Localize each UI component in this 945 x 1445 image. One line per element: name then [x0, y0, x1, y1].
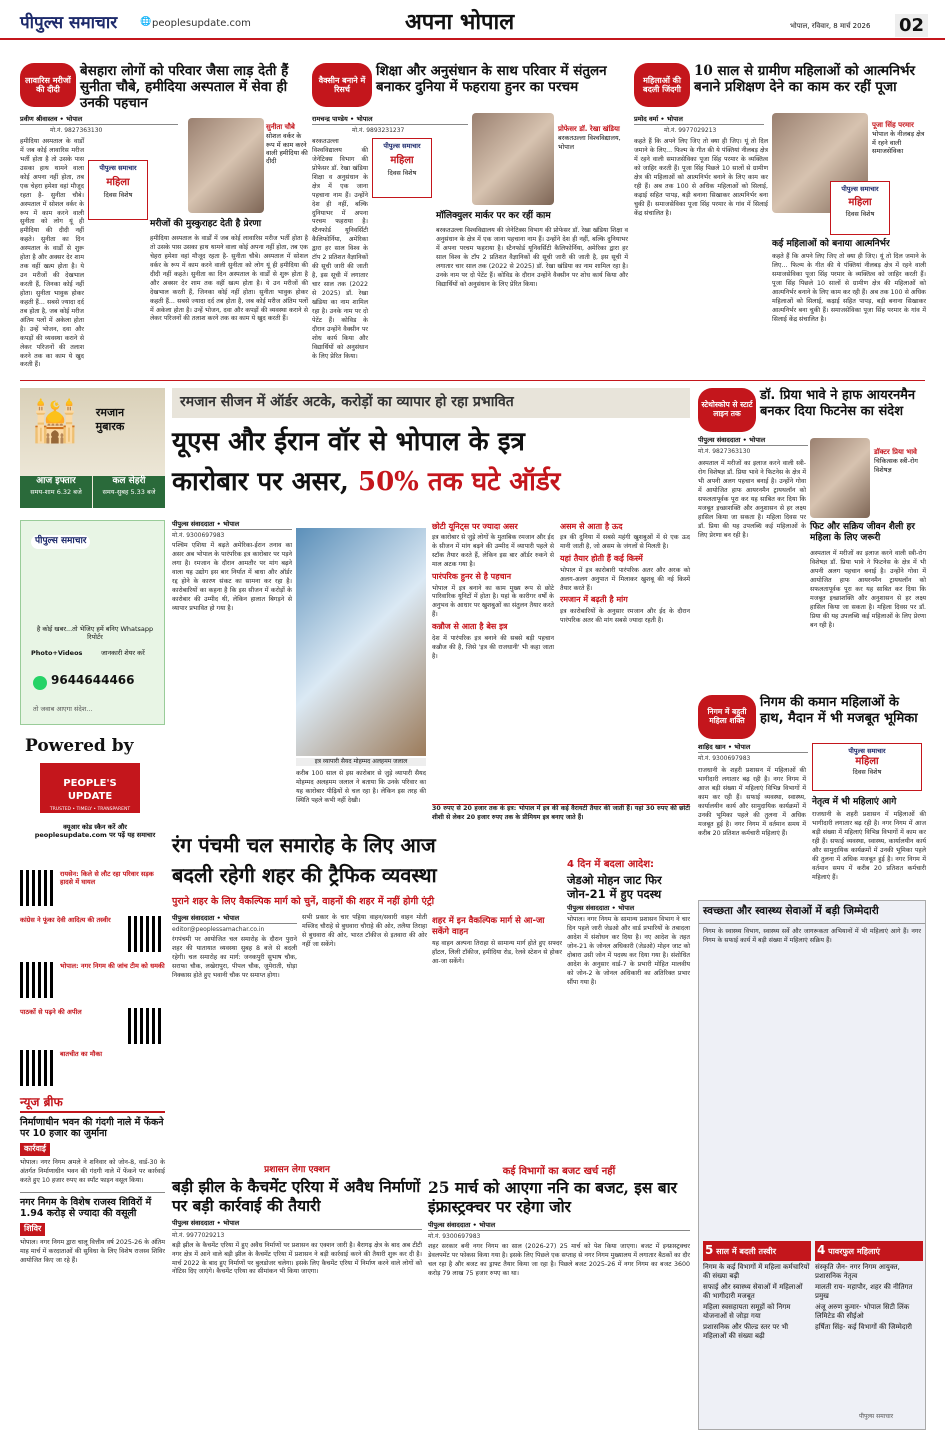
qr-code-icon[interactable]	[128, 916, 164, 952]
mahila-badge	[88, 160, 148, 220]
list-four	[815, 1241, 923, 1334]
traffic-headline-2: बदली रहेगी शहर की ट्रैफिक व्यवस्था	[172, 863, 437, 887]
whatsapp-icon	[33, 676, 47, 690]
qr-code-icon[interactable]	[20, 1050, 56, 1086]
section-title	[405, 8, 514, 37]
sehri-time: समय-सुबह 5.33 बजे	[102, 487, 156, 496]
masthead-logo: पीपुल्स समाचार	[20, 13, 118, 33]
zone-headline: जेडओ मोहन जाट फिर जोन-21 में हुए पदस्थ	[567, 873, 662, 902]
ramzan-title: रमजान मुबारक	[95, 406, 125, 434]
lead-mobile: मो.नं. 9300697983	[172, 532, 225, 540]
traffic-alt-route: शहर में इन वैकल्पिक मार्ग से आ-जा सकेंगे वाहन	[432, 916, 545, 938]
budget-headline: 25 मार्च को आएगा ननि का बजट, इस बार इंफ्रास्ट्रक्चर पर रहेगा जोर	[428, 1178, 677, 1217]
list-item: सफाई और स्वास्थ्य सेवाओं में महिलाओं की भागीदारी मजबूत	[703, 1282, 803, 1300]
story-text: बरकतउल्ला विश्वविद्यालय की जेनेटिक्स विभाग की प्रोफेसर डॉ. रेखा खंडिया शिक्षा व अनुसंधान के क्षेत्र में एक जाना पहचाना नाम हैं। उन्होंने देश ही नहीं, बल्कि दुनियाभर में अपना परचम फहराया है। स्टैनफोर्ड यूनिवर्सिटी कैलिफोर्निया, अमेरिका द्वारा हर साल विश्व के टॉप 2 प्रतिशत वैज्ञानिकों की सूची जारी की जाती है, इस सूची में लगातार चार साल तक (2022 से 2025) डॉ. रेखा खंडिया का नाम शामिल रहा है। उनके नाम पर दो पेटेंट हैं। कोविड के दौरान उन्होंने वैक्सीन पर शोध कार्य किया और विद्यार्थियों को अनुसंधान के लिए प्रेरित किया।	[312, 138, 368, 360]
lead-subhead-5: यहां तैयार होती हैं कई किस्में	[560, 554, 643, 564]
mahila-badge-subtitle: दिवस विशेष	[845, 210, 875, 219]
news-brief-title: न्यूज ब्रीफ	[20, 1095, 165, 1113]
doctor-text-2: अस्पताल में मरीजों का इलाज करने वाली स्त्री-रोग विशेषज्ञ डॉ. प्रिया भावे ने फिटनेस के क्षेत्र में भी अपनी अलग पहचान बनाई है। उन्होंने गोवा में आयोजित हाफ आयरनमैन ट्रायथलॉन को सफलतापूर्वक पूरा कर यह साबित कर दिया कि मजबूत इच्छाशक्ति और अनुशासन से हर लक्ष्य हासिल किया जा सकता है। महिला दिवस पर डॉ. प्रिया की यह उपलब्धि कई महिलाओं के लिए प्रेरणा बन रही है।	[810, 550, 926, 629]
list-five-number: 5	[705, 1243, 714, 1257]
news-label: जानकारी शेयर करें	[101, 649, 145, 657]
story-mobile: मो.नं. 9893231237	[352, 127, 405, 134]
footer-note: पीपुल्स समाचार	[859, 1413, 894, 1420]
mahila-badge	[812, 743, 922, 791]
lead-text-5: देश में पारंपरिक इत्र बनाने की सबसे बड़ी पहचान कन्नौज की है, जिसे 'इत्र की राजधानी' भी कहा जाता है।	[432, 634, 554, 660]
doctor-byline: पीपुल्स संवाददाता • भोपाल	[698, 436, 808, 446]
traffic-byline: पीपुल्स संवाददाता • भोपाल	[172, 914, 297, 924]
iftar-time: समय-शाम 6.32 बजे	[30, 487, 82, 496]
story-rekha	[312, 63, 628, 373]
lead-text-8: इत्र कारोबारियों के अनुसार रमजान और ईद के दौरान पारंपरिक अतर की मांग सबसे ज्यादा रहती है।	[560, 607, 690, 624]
brief-headline: निर्माणाधीन भवन की गंदगी नाले में फेंकने पर 10 हजार का जुर्माना	[20, 1116, 164, 1140]
lead-subhead-3: कन्नौज से आता है बेस इत्र	[432, 622, 508, 632]
doctor-headline: डॉ. प्रिया भावे ने हाफ आयरनमैन बनकर दिया फिटनेस का संदेश	[760, 388, 916, 419]
mahila-badge-title: महिला	[855, 756, 879, 768]
list-item: महिला स्वसहायता समूहों को निगम योजनाओं से जोड़ा गया	[703, 1302, 791, 1321]
zone-byline: पीपुल्स संवाददाता • भोपाल	[567, 904, 690, 914]
traffic-headline-1: रंग पंचमी चल समारोह के लिए आज	[172, 833, 436, 857]
mahila-badge-subtitle: दिवस विशेष	[103, 191, 133, 200]
mahila-badge-title: महिला	[390, 155, 414, 167]
lead-byline: पीपुल्स संवाददाता • भोपाल	[172, 520, 292, 530]
box-title: स्वच्छता और स्वास्थ्य सेवाओं में बड़ी जिम्मेदारी	[699, 901, 925, 924]
lead-photo	[296, 528, 426, 756]
story-mobile: मो.नं. 9977029213	[664, 127, 717, 134]
nigam-story	[698, 695, 926, 885]
mahila-badge-brand: पीपुल्स समाचार	[99, 164, 137, 172]
page-number: 02	[895, 14, 928, 37]
qr-item	[20, 868, 165, 912]
whatsapp-tagline: है कोई खबर...तो भेजिए हमें बनिए Whatsapp रिपोर्टर	[36, 625, 154, 642]
doctor-story	[698, 388, 926, 688]
lead-subhead-2: पारंपरिक हुनर से है पहचान	[432, 572, 512, 582]
mahila-badge-brand: पीपुल्स समाचार	[383, 142, 421, 150]
lead-col-3	[432, 520, 554, 802]
story-text: कहते हैं कि अपने लिए जिए तो क्या ही जिए। यूं तो दिल जमाने के लिए... फिल्म के गीत की ये पंक्तियां नीलबड़ क्षेत्र में रहने वाली समाजसेविका पूजा सिंह परमार के व्यक्तित्व को जाहिर करती हैं। पूजा सिंह पिछले 10 सालों से ग्रामीण क्षेत्र की महिलाओं को आत्मनिर्भर बनाने के लिए काम कर रही हैं। अब तक 100 से अधिक महिलाओं को सिलाई, कढ़ाई सहित पापड़, बड़ी बनाना सिखाकर आत्मनिर्भर बना चुकी हैं। समाजसेविका पूजा सिंह परमार के गांव में सिलाई केंद्र संचालित है।	[634, 138, 768, 217]
list-four-header	[815, 1241, 923, 1261]
whatsapp-footer: तो जवाब आएगा संदेश...	[33, 705, 93, 713]
lead-text-1: पश्चिम एशिया में बढ़ते अमेरिका-ईरान तनाव का असर अब भोपाल के पारंपरिक इत्र कारोबार पर पड़ने लगा है। रमजान के दौरान आमतौर पर मांग बढ़ने वाला यह उद्योग इस बार निर्यात में बाधा और ऑर्डर रद्द होने के कारण संकट का सामना कर रहा है। कारोबारियों का कहना है कि इस सीजन में करोड़ों के कारोबार की उम्मीद थी, लेकिन हालात बिगड़ने से व्यापार प्रभावित हो गया है।	[172, 542, 292, 612]
story-text-2: बरकतउल्ला विश्वविद्यालय की जेनेटिक्स विभाग की प्रोफेसर डॉ. रेखा खंडिया शिक्षा व अनुसंधान के क्षेत्र में एक जाना पहचाना नाम हैं। उन्होंने देश ही नहीं, बल्कि दुनियाभर में अपना परचम फहराया है। स्टैनफोर्ड यूनिवर्सिटी कैलिफोर्निया, अमेरिका द्वारा हर साल विश्व के टॉप 2 प्रतिशत वैज्ञानिकों की सूची जारी की जाती है, इस सूची में लगातार चार साल तक (2022 से 2025) डॉ. रेखा खंडिया का नाम शामिल रहा है। उनके नाम पर दो पेटेंट हैं। कोविड के दौरान उन्होंने वैक्सीन पर शोध कार्य किया और विद्यार्थियों को अनुसंधान के लिए प्रेरित किया।	[436, 227, 628, 288]
caption	[266, 123, 310, 166]
lead-footnote: 30 रुपए से 20 हजार तक के इत्र: भोपाल में इत्र की कई वैरायटी तैयार की जाती हैं। यहां 30 रुपए की छोटी शीशी से लेकर 20 हजार रुपए तक के प्रीमियम इत्र बनाए जाते हैं।	[432, 804, 690, 828]
lead-col-1	[172, 520, 292, 820]
traffic-col-3	[432, 914, 562, 1154]
zone-text: भोपाल। नगर निगम के सामान्य प्रशासन विभाग ने चार दिन पहले जारी जेडओ और वार्ड प्रभारियों के तबादला आदेश में संशोधन कर दिया है। नए आदेश के तहत जोन-21 के जोनल अधिकारी (जेडओ) मोहन जाट को दोबारा उसी जोन में पदस्थ कर दिया गया है। संशोधित आदेश के अनुसार वार्ड-7 के प्रभारी मोहित मालवीय को जोन-2 के जोनल अधिकारी का अतिरिक्त प्रभार सौंपा गया है।	[567, 916, 690, 986]
story-pill: स्टेथोस्कोप से स्टार्ट लाइन तक	[698, 388, 756, 432]
list-item: प्रशासनिक और फील्ड स्तर पर भी महिलाओं की संख्या बढ़ी	[703, 1323, 789, 1341]
caption-name: सुनीता चौबे	[266, 123, 295, 131]
lead-text-7: भोपाल में इत्र कारोबारी पारंपरिक अतर और अरक को अलग-अलग अनुपात में मिलाकर खुशबू की नई किस्में तैयार करते हैं।	[560, 566, 690, 592]
traffic-col-1	[172, 914, 297, 1154]
lead-subhead-4: असम से आता है ऊद	[560, 522, 623, 531]
brief-item-1	[20, 1117, 165, 1186]
story-text-2: कहते हैं कि अपने लिए जिए तो क्या ही जिए। यूं तो दिल जमाने के लिए... फिल्म के गीत की ये पंक्तियां नीलबड़ क्षेत्र में रहने वाली समाजसेविका पूजा सिंह परमार के व्यक्तित्व को जाहिर करती हैं। पूजा सिंह पिछले 10 सालों से ग्रामीण क्षेत्र की महिलाओं को आत्मनिर्भर बनाने के लिए काम कर रही हैं। अब तक 100 से अधिक महिलाओं को सिलाई, कढ़ाई सहित पापड़, बड़ी बनाना सिखाकर आत्मनिर्भर बना चुकी हैं। समाजसेविका पूजा सिंह परमार के गांव में सिलाई केंद्र संचालित है।	[772, 253, 926, 323]
portrait-photo	[472, 113, 554, 205]
caption	[872, 121, 926, 155]
brief-tag: शिविर	[20, 1223, 45, 1235]
lake-mobile: मो.नं. 9977029213	[172, 1231, 225, 1239]
nigam-text: राजधानी के शहरी प्रशासन में महिलाओं की भागीदारी लगातार बढ़ रही है। नगर निगम में आज बड़ी संख्या में महिलाएं विभिन्न विभागों में काम कर रही हैं। सफाई व्यवस्था, स्वास्थ्य, कार्यालयीन कार्य और सामुदायिक कार्यक्रमों में उनकी भूमिका पहले की तुलना में अधिक मजबूत हुई है। नगर निगम में वर्तमान समय में करीब 20 प्रतिशत कर्मचारी महिलाएं हैं।	[698, 767, 806, 837]
photo-label: Photo+Videos	[31, 649, 83, 657]
caption-role: बरकतउल्ला विश्वविद्यालय, भोपाल	[558, 134, 621, 151]
nigam-subhead: नेतृत्व में भी महिलाएं आगे	[812, 797, 897, 807]
lake-text: बड़ी झील के कैचमेंट एरिया में हुए अवैध निर्माणों पर प्रशासन का एक्शन जारी है। बैरागढ़ क्षेत्र के बाद अब टीटी नगर क्षेत्र में आने वाले बड़ी झील के कैचमेंट एरिया में प्रशासन ने बड़ी कार्रवाई करने की तैयारी शुरू कर दी है। मार्च 2022 के बाद हुए निर्माणों पर बुलडोजर चलेगा। इसके लिए कैचमेंट एरिया में निर्माण करने वाले लोगों को नोटिस दिए जाएंगे। कैचमेंट एरिया का सीमांकन भी किया जाएगा।	[172, 1241, 422, 1276]
budget-mobile: मो.नं. 9300697983	[428, 1233, 481, 1241]
story-byline: रामचन्द्र पाण्डेय • भोपाल	[312, 115, 468, 125]
lake-kicker: प्रशासन लेगा एक्शन	[264, 1165, 330, 1175]
nigam-headline: निगम की कमान महिलाओं के हाथ, मैदान में भी मजबूत भूमिका	[760, 695, 918, 726]
list-five-title: साल में बदली तस्वीर	[716, 1247, 776, 1256]
brief-headline: नगर निगम के विशेष राजस्व शिविरों में 1.94 करोड़ से ज्यादा की वसूली	[20, 1196, 152, 1220]
story-text-2: हमीदिया अस्पताल के वार्डों में जब कोई लावारिस मरीज भर्ती होता है तो उसके पास उसका हाथ थामने वाला कोई अपना नहीं होता, तब एक चेहरा हमेशा वहां मौजूद रहता है- सुनीता चौबे। अस्पताल में सोशल वर्कर के रूप में काम करने वाली सुनीता को लोग यूं ही हमीदिया की दीदी नहीं कहते। सुनीता का दिन अस्पताल के वार्डों से शुरू होता है और अक्सर देर शाम तक वहीं खत्म होता है। ये उन मरीजों की देखभाल करती हैं, जिनका कोई नहीं होता। सुनीता भावुक होकर कहती हैं... सबसे ज्यादा दर्द तब होता है, जब कोई मरीज अंतिम पलों में अकेला होता है। उन्हें भोजन, दवा और कपड़ों की व्यवस्था कराने से लेकर परिजनों की तलाश करने तक का काम ये खुद करती हैं।	[150, 235, 308, 323]
list-item: मालती राय- महापौर, शहर की नीतिगत प्रमुख	[815, 1282, 913, 1300]
list-five	[703, 1241, 811, 1343]
qr-item-text: कांग्रेस ने फूंका देवी आदित्य की तस्वीर	[20, 916, 111, 924]
story-headline: बेसहारा लोगों को परिवार जैसा लाड़ देती हैं सुनीता चौबे, हमीदिया अस्पताल में सेवा ही उनकी पहचान	[80, 63, 289, 112]
portrait-photo	[188, 118, 264, 213]
budget-story	[428, 1165, 690, 1430]
ramzan-box	[20, 388, 165, 508]
mahila-badge-subtitle: दिवस विशेष	[387, 169, 417, 178]
qr-item	[20, 960, 165, 1004]
peoples-update-logo	[40, 763, 140, 813]
lead-text-2: करीब 100 साल से इस कारोबार से जुड़े व्यापारी सैयद मोहम्मद अलहमम जलाल ने बताया कि उनके परिवार का यह कारोबार पीढ़ियों से चल रहा है। लेकिन इस तरह की स्थिति पहले कभी नहीं देखी।	[296, 770, 426, 804]
dateline: भोपाल, रविवार, 8 मार्च 2026	[790, 22, 871, 30]
list-four-title: पावरफुल महिलाएं	[828, 1247, 880, 1256]
brief-tag: कार्रवाई	[20, 1143, 50, 1155]
website-icon: 🌐	[140, 17, 152, 27]
caption-name: पूजा सिंह परमार	[872, 121, 914, 129]
responsibility-box	[698, 900, 926, 1430]
qr-list	[20, 868, 165, 1088]
list-five-header	[703, 1241, 811, 1261]
caption-role: चिकित्सक स्त्री-रोग विशेषज्ञ	[874, 457, 918, 474]
mahila-badge	[830, 181, 890, 235]
nigam-mobile: मो.नं. 9300697983	[698, 755, 751, 762]
zone-tag: 4 दिन में बदला आदेश:	[567, 859, 655, 870]
mahila-badge-brand: पीपुल्स समाचार	[848, 747, 886, 755]
story-byline: प्रवीण श्रीवास्तव • भोपाल	[20, 115, 178, 125]
mahila-badge-subtitle: दिवस विशेष	[852, 768, 882, 777]
lead-col-4	[560, 520, 690, 802]
budget-text: शहर सरकार बनी नगर निगम का साल (2026-27) 25 मार्च को पेश किया जाएगा। बजट में इन्फ्रास्ट्रक्चर डेवलपमेंट पर फोकस किया गया है। इसके लिए पिछले एक सप्ताह से नगर निगम मुख्यालय में लगातार बैठकों का दौर चल रहा है और बजट का ड्राफ्ट तैयार किया जा रहा है। पिछले बजट 2025-26 में नगर निगम का बजट 3600 करोड़ 79 लाख 75 हजार रुपए का था।	[428, 1242, 690, 1277]
website-link[interactable]: peoplesupdate.com	[152, 18, 251, 29]
caption-role: सोशल वर्कर के रूप में काम करने वाली हमीदिया की दीदी	[266, 132, 308, 166]
doctor-mobile: मो.नं. 9827363130	[698, 448, 751, 455]
story-sunita	[20, 63, 306, 373]
whatsapp-brand: पीपुल्स समाचार	[31, 535, 90, 549]
lead-text-6: इत्र की दुनिया में सबसे महंगी खुशबुओं में से एक ऊद मानी जाती है, जो असम के जंगलों से मिलती है।	[560, 534, 690, 551]
qr-item	[20, 914, 165, 958]
brief-item-2	[20, 1192, 165, 1266]
traffic-subhead: पुराने शहर के लिए वैकल्पिक मार्ग को चुनें, वाहनों की शहर में नहीं होगी एंट्री	[172, 896, 435, 907]
list-item: अंजू अरुण कुमार- भोपाल सिटी लिंक लिमिटेड की सीईओ	[815, 1302, 910, 1321]
lead-headline-2-black: कारोबार पर असर,	[172, 467, 349, 497]
logo-tagline: TRUSTED • TIMELY • TRANSPARENT	[49, 807, 131, 812]
list-item: संस्कृति जैन- नगर निगम आयुक्त, प्रशासनिक नेतृत्व	[815, 1262, 900, 1280]
list-four-number: 4	[817, 1243, 826, 1257]
caption-name: डॉक्टर प्रिया भावे	[874, 448, 917, 456]
traffic-story	[172, 832, 562, 1162]
lead-headline-1: यूएस और ईरान वॉर से भोपाल के इत्र	[172, 427, 525, 457]
doctor-text: अस्पताल में मरीजों का इलाज करने वाली स्त्री-रोग विशेषज्ञ डॉ. प्रिया भावे ने फिटनेस के क्षेत्र में भी अपनी अलग पहचान बनाई है। उन्होंने गोवा में आयोजित हाफ आयरनमैन ट्रायथलॉन को सफलतापूर्वक पूरा कर यह साबित कर दिया कि मजबूत इच्छाशक्ति और अनुशासन से हर लक्ष्य हासिल किया जा सकता है। महिला दिवस पर डॉ. प्रिया की यह उपलब्धि कई महिलाओं के लिए प्रेरणा बन रही है।	[698, 460, 806, 539]
lead-subhead-6: रमजान में बढ़ती है मांग	[560, 595, 628, 605]
qr-item-text: बातचीत का मौका	[60, 1050, 103, 1058]
story-pill: लावारिस मरीजों की दीदी	[20, 63, 76, 107]
brief-text: भोपाल। नगर निगम अमले ने शनिवार को जोन-8, वार्ड-30 के अंतर्गत निर्माणाधीन भवन की गंदगी नाले में फेंकने पर कार्रवाई करते हुए 10 हजार रुपए का स्पॉट फाइन वसूल किया।	[20, 1158, 165, 1184]
caption-name: प्रोफेसर डॉ. रेखा खंडिया	[558, 125, 620, 133]
story-mobile: मो.नं. 9827363130	[50, 127, 103, 134]
lead-kicker: रमजान सीजन में ऑर्डर अटके, करोड़ों का व्यापार हो रहा प्रभावित	[172, 388, 690, 418]
logo-text: PEOPLE'S UPDATE	[63, 778, 117, 802]
nigam-text-2: राजधानी के शहरी प्रशासन में महिलाओं की भागीदारी लगातार बढ़ रही है। नगर निगम में आज बड़ी संख्या में महिलाएं विभिन्न विभागों में काम कर रही हैं। सफाई व्यवस्था, स्वास्थ्य, कार्यालयीन कार्य और सामुदायिक कार्यक्रमों में उनकी भूमिका पहले की तुलना में अधिक मजबूत हुई है। नगर निगम में वर्तमान समय में करीब 20 प्रतिशत कर्मचारी महिलाएं हैं।	[812, 811, 926, 881]
whatsapp-box	[20, 520, 165, 725]
section-title-text: अपना भोपाल	[405, 9, 515, 35]
brief-text: भोपाल। नगर निगम द्वारा चालू वित्तीय वर्ष 2025-26 के अंतिम माह मार्च में करदाताओं की सुविधा के लिए विशेष राजस्व शिविर आयोजित किए जा रहे हैं।	[20, 1238, 165, 1264]
caption	[558, 125, 622, 151]
mahila-badge-title: महिला	[106, 177, 130, 189]
powered-sub: क्यूआर कोड स्कैन करें और peoplesupdate.com पर पढ़ें यह समाचार	[34, 823, 156, 840]
story-headline: 10 साल से ग्रामीण महिलाओं को आत्मनिर्भर बनाने प्रशिक्षण देने का काम कर रहीं पूजा	[694, 63, 916, 96]
qr-code-icon[interactable]	[20, 870, 56, 906]
lake-headline: बड़ी झील के कैचमेंट एरिया में अवैध निर्माणों पर बड़ी कार्रवाई की तैयारी	[172, 1176, 421, 1216]
zone-story	[567, 858, 690, 1158]
qr-item-text: भोपाल: नगर निगम की जांच टीम को धमकी	[60, 962, 165, 970]
mahila-badge-title: महिला	[848, 197, 872, 209]
lake-story	[172, 1165, 422, 1430]
qr-item-text: पाठकों से पढ़ने की अपील	[20, 1008, 82, 1016]
caption-role: भोपाल के नीलबड़ क्षेत्र में रहने वाली समाजसेविका	[872, 130, 925, 155]
budget-byline: पीपुल्स संवाददाता • भोपाल	[428, 1221, 690, 1231]
whatsapp-number[interactable]: 9644644466	[51, 673, 135, 687]
story-byline: प्रमोद वर्मा • भोपाल	[634, 115, 764, 125]
lead-story	[172, 388, 690, 828]
list-item: निगम के कई विभागों में महिला कर्मचारियों की संख्या बढ़ी	[703, 1262, 810, 1280]
lead-text-4: भोपाल में इत्र बनाने का काम मुख्य रूप से छोटे पारिवारिक यूनिटों में होता है। यहां के कारीगर वर्षों के अनुभव के आधार पर खुशबुओं का संतुलन तैयार करते हैं।	[432, 584, 554, 619]
powered-label: Powered by	[25, 736, 134, 756]
iftar-label: आज इफ्तार	[36, 476, 76, 486]
story-subhead: मॉलिक्युलर मार्कर पर कर रहीं काम	[436, 211, 551, 221]
story-text: हमीदिया अस्पताल के वार्डों में जब कोई लावारिस मरीज भर्ती होता है तो उसके पास उसका हाथ थामने वाला कोई अपना नहीं होता, तब एक चेहरा हमेशा वहां मौजूद रहता है- सुनीता चौबे। अस्पताल में सोशल वर्कर के रूप में काम करने वाली सुनीता को लोग यूं ही हमीदिया की दीदी नहीं कहते। सुनीता का दिन अस्पताल के वार्डों से शुरू होता है और अक्सर देर शाम तक वहीं खत्म होता है। ये उन मरीजों की देखभाल करती हैं, जिनका कोई नहीं होता। सुनीता भावुक होकर कहती हैं... सबसे ज्यादा दर्द तब होता है, जब कोई मरीज अंतिम पलों में अकेला होता है। उन्हें भोजन, दवा और कपड़ों की व्यवस्था कराने से लेकर परिजनों की तलाश करने तक का काम ये खुद करती हैं।	[20, 138, 84, 369]
powered-by	[20, 735, 165, 860]
story-pooja	[634, 63, 926, 373]
traffic-email[interactable]: editor@peoplessamachar.co.in	[172, 926, 265, 934]
traffic-text-2: सभी प्रकार के चार पहिया वाहन/सवारी वाहन मोती मस्जिद चौराहे से बुधवारा चौराहे की ओर, तलैया तिराहा से बुधवारा की ओर, भारत टॉकीज से इतवारा की ओर नहीं जा सकेंगे।	[302, 914, 427, 948]
sehri-label: कल सेहरी	[112, 476, 146, 486]
portrait-photo	[810, 438, 870, 518]
qr-code-icon[interactable]	[20, 962, 56, 998]
lead-text-3: इत्र कारोबार से जुड़े लोगों के मुताबिक रमजान और ईद के सीजन में मांग बढ़ने की उम्मीद में व्यापारी पहले से स्टॉक तैयार करते हैं, लेकिन इस बार ऑर्डर रुकने से माल अटक गया है।	[432, 534, 554, 569]
news-brief	[20, 1095, 165, 1425]
lake-byline: पीपुल्स संवाददाता • भोपाल	[172, 1219, 422, 1229]
story-pill: निगम में बहुती महिला शक्ति	[698, 695, 756, 739]
qr-code-icon[interactable]	[128, 1008, 164, 1044]
list-item: हर्षिता सिंह- कई विभागों की जिम्मेदारी	[815, 1323, 912, 1332]
doctor-subhead: फिट और सक्रिय जीवन शैली हर महिला के लिए जरूरी	[810, 522, 915, 543]
box-text: निगम के स्वास्थ्य विभाग, स्वास्थ्य सर्वे और जागरूकता अभियानों में भी महिलाएं आगे हैं। नगर निगम के सफाई कार्य में बड़ी संख्या में महिलाएं सक्रिय हैं।	[703, 927, 921, 944]
mahila-badge	[372, 138, 432, 198]
lead-headline-2-red: 50% तक घटे ऑर्डर	[357, 467, 561, 497]
caption	[874, 448, 926, 474]
qr-item	[20, 1048, 165, 1088]
story-subhead: कई महिलाओं को बनाया आत्मनिर्भर	[772, 239, 890, 249]
traffic-text-1: रंगपंचमी पर आयोजित चल समारोह के दौरान पुराने शहर की यातायात व्यवस्था सुबह 8 बजे से बदली रहेगी। चल समारोह का मार्ग: जनकपुरी सुभाष चौक, सराफा चौक, लखेरापुरा, पीपल चौक, जुमेराती, घोड़ा निक्कास होते हुए भवानी चौक पर समाप्त होगा।	[172, 936, 297, 979]
story-pill: वैक्सीन बनाने में रिसर्च	[312, 63, 372, 107]
budget-kicker: कई विभागों का बजट खर्च नहीं	[502, 1166, 616, 1177]
lead-headline-2	[172, 466, 690, 500]
traffic-text-3: यह वाहन अल्पना तिराहा से सामान्य मार्ग होते हुए सफ्दर हॉटल, लिली टॉकीज, हमीदिया रोड, रेलवे स्टेशन से होकर आ-जा सकेंगे।	[432, 940, 562, 965]
qr-item	[20, 1006, 165, 1046]
lead-caption: इत्र व्यापारी सैयद मोहम्मद अलहमम जलाल	[296, 758, 426, 766]
sehri-box	[93, 476, 165, 508]
masthead	[0, 0, 945, 40]
nigam-byline: शाहिद खान • भोपाल	[698, 743, 808, 753]
mosque-icon: 🕌	[30, 399, 80, 445]
story-pill: महिलाओं की बदली जिंदगी	[634, 63, 690, 107]
qr-item-text: रायसेन: किले से लौट रहा परिवार सड़क हादसे में घायल	[60, 870, 154, 887]
divider	[20, 380, 925, 381]
story-headline: शिक्षा और अनुसंधान के साथ परिवार में संतुलन बनाकर दुनिया में फहराया हुनर का परचम	[376, 63, 607, 96]
story-subhead: मरीजों की मुस्कुराहट देती है प्रेरणा	[150, 219, 262, 229]
iftar-box	[20, 476, 92, 508]
lead-subhead-1: छोटी यूनिट्स पर ज्यादा असर	[432, 522, 518, 531]
mahila-badge-brand: पीपुल्स समाचार	[841, 185, 879, 193]
